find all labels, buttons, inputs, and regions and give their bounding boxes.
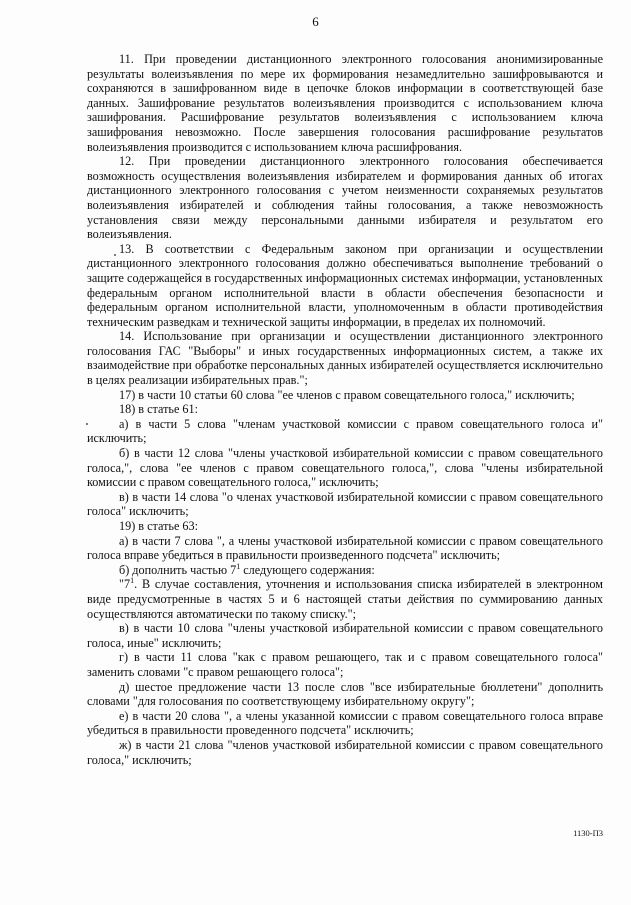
paragraph-11: 11. При проведении дистанционного электронного голосования анонимизированные результаты волеизъявления по мере их формирования незамедлительно зашифровываются и сохраняются в зашифрованном виде в цепочке блоков информации в соответствующей базе данных. Зашифрование результатов волеизъявления производится с использованием ключа зашифрования. Расшифрование результатов волеизъявления с использованием ключа зашифрования невозможно. После завершения голосования расшифрование результатов волеизъявления производится с использованием ключа расшифрования. xyxy=(87,52,603,154)
amendment-19-e: е) в части 20 слова ", а члены указанной комиссии с правом совещательного голоса вправе убедиться в правильности проведенного подсчета" исключить; xyxy=(87,708,603,738)
amendment-19-zh: ж) в части 21 слова "членов участковой избирательной комиссии с правом совещательного голоса," исключить; xyxy=(87,737,603,767)
amendment-19-v: в) в части 10 слова "члены участковой избирательной комиссии с правом совещательного голоса, иные" исключить; xyxy=(87,621,603,650)
part-7-1-body: . В случае составления, уточнения и использования списка избирателей в электронном виде предусмотренные в частях 5 и 6 настоящей статьи действия по суммированию данных осуществляются автоматически по такому списку."; xyxy=(87,577,603,621)
paragraph-13: 13. В соответствии с Федеральным законом при организации и осуществлении дистанционного электронного голосования должно обеспечиваться выполнение требований о защите содержащейся в государственных информационных системах информации, установленных федеральным органом исполнительной власти в области обеспечения безопасности и федеральным органом исполнительной власти, уполномоченным в области противодействия техническим разведкам и технической защиты информации, в пределах их полномочий. xyxy=(87,241,603,329)
superscript-1: 1 xyxy=(130,576,135,586)
amendment-18-v: в) в части 14 слова "о членах участковой избирательной комиссии с правом совещательного голоса" исключить; xyxy=(87,489,603,519)
superscript-1: 1 xyxy=(236,561,241,571)
amendment-18-a: а) в части 5 слова "членам участковой комиссии с правом совещательного голоса и" исключить; xyxy=(87,416,603,446)
page-number: 6 xyxy=(312,14,319,29)
document-code: 1130-П3 xyxy=(573,828,603,838)
part-7-1-start: "7 xyxy=(119,577,131,592)
amendment-18-heading: 18) в статье 61: xyxy=(119,402,198,417)
amendment-19-d: д) шестое предложение части 13 после слов "все избирательные бюллетени" дополнить словами "для голосования по соответствующему избирательному округу"; xyxy=(87,679,603,709)
part-7-1-text xyxy=(87,577,603,621)
amendment-19-heading: 19) в статье 63: xyxy=(119,519,198,533)
scan-speck xyxy=(114,254,116,256)
amendment-17: 17) в части 10 статьи 60 слова "ее членов с правом совещательного голоса," исключить; xyxy=(119,387,575,402)
scan-speck xyxy=(86,423,88,425)
amendment-18-b: б) в части 12 слова "члены участковой избирательной комиссии с правом совещательного голоса,", слова "ее членов с правом совещательного голоса,", слова "члены избирательной комиссии с правом совещательного голоса," исключить; xyxy=(87,446,603,490)
amendment-19-g: г) в части 11 слова "как с правом решающего, так и с правом совещательного голоса" заменить словами "с правом решающего голоса"; xyxy=(87,650,603,679)
amendment-19-a: а) в части 7 слова ", а члены участковой избирательной комиссии с правом совещательного голоса вправе убедиться в правильности произведенного подсчета" исключить; xyxy=(87,533,603,563)
paragraph-14: 14. Использование при организации и осуществлении дистанционного электронного голосования ГАС "Выборы" и иных государственных информационных систем, а также их взаимодействие при обработке персональных данных избирателей осуществляется исключительно в целях реализации избирательных прав."; xyxy=(87,329,603,388)
amendment-19-b xyxy=(87,563,603,578)
document-body xyxy=(87,52,603,767)
amendment-19-b-text: б) дополнить частью 7 xyxy=(119,562,237,577)
paragraph-12: 12. При проведении дистанционного электронного голосования обеспечивается возможность осуществления волеизъявления избирателем и формирования данных об итогах дистанционного электронного голосования с учетом неизменности сохраняемых результатов волеизъявления избирателей и соблюдения тайны голосования, а также невозможность установления связи между персональными данными избирателя и результатом его волеизъявления. xyxy=(87,154,603,242)
amendment-19-b-text-end: следующего содержания: xyxy=(240,562,375,577)
